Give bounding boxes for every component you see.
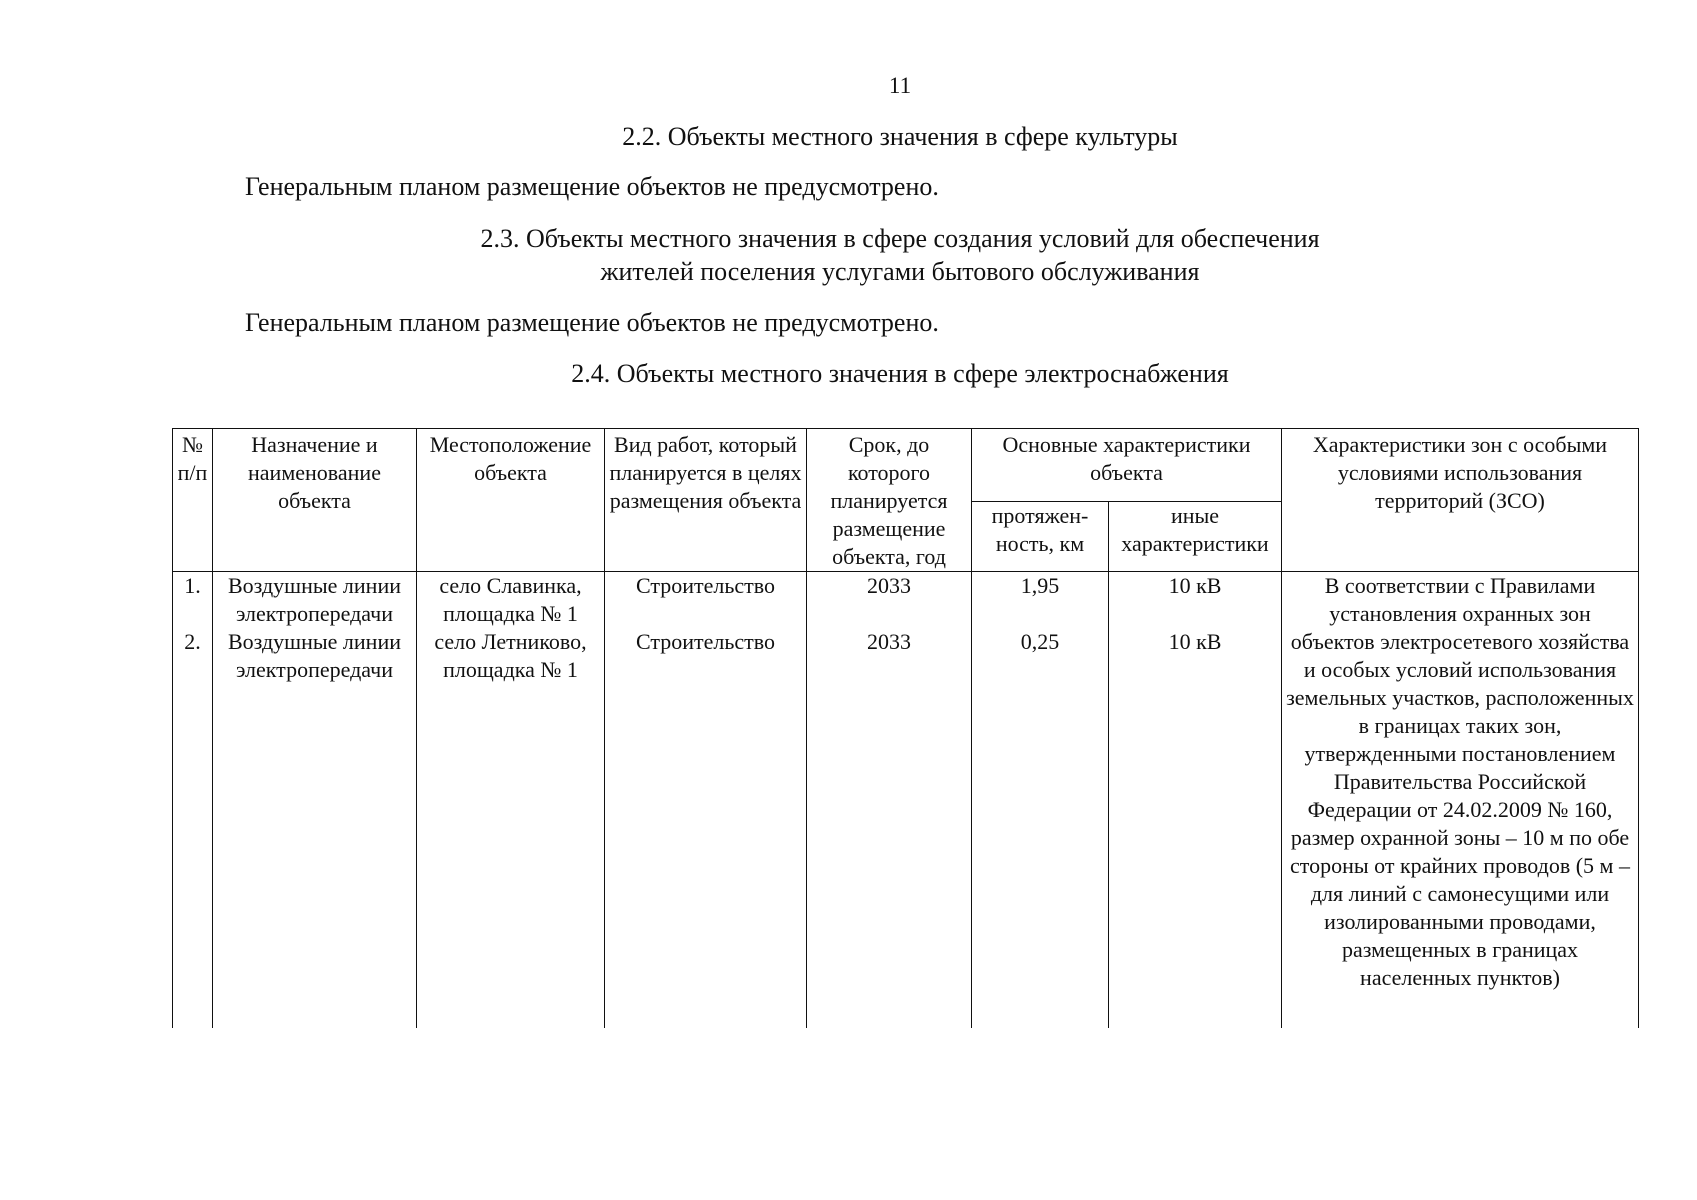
zso-description: В соответствии с Правилами установления охранных зон объектов электросетевого хозяйства и особых условий использования земельных участков, расположенных в границах таких зон, утвержденными постановлением Правительства Российской Федерации от 24.02.2009 № 160, размер охранной зоны – 10 м по обе стороны от крайних проводов (5 м – для линий с самонесущими или изолированными проводами, размещенных в границах населенных пунктов) — [1282, 572, 1639, 1029]
row-term: 2033 — [807, 628, 972, 1028]
header-zso: Характеристики зон с особыми условиями использования территорий (ЗСО) — [1282, 429, 1639, 572]
header-main-characteristics: Основные характеристики объекта — [972, 429, 1282, 502]
row-length: 0,25 — [972, 628, 1109, 1028]
header-other: иные характеристики — [1109, 501, 1282, 571]
section-text-2-3: Генеральным планом размещение объектов не предусмотрено. — [245, 308, 939, 337]
section-heading-2-4: 2.4. Объекты местного значения в сфере электроснабжения — [571, 359, 1229, 388]
row-location: село Летниково, площадка № 1 — [417, 628, 605, 1028]
power-objects-table — [172, 428, 1639, 1028]
row-length: 1,95 — [972, 572, 1109, 629]
section-heading-2-3-line2: жителей поселения услугами бытового обслуживания — [600, 257, 1200, 286]
section-heading-2-2: 2.2. Объекты местного значения в сфере культуры — [622, 122, 1178, 151]
section-heading-2-3 — [300, 222, 1500, 288]
row-work-type: Строительство — [605, 572, 807, 629]
header-term: Срок, до которого планируется размещение объекта, год — [807, 429, 972, 572]
header-work-type: Вид работ, который планируется в целях размещения объекта — [605, 429, 807, 572]
row-work-type: Строительство — [605, 628, 807, 1028]
header-name: Назначение и наименование объекта — [213, 429, 417, 572]
row-other: 10 кВ — [1109, 572, 1282, 629]
row-term: 2033 — [807, 572, 972, 629]
header-number: № п/п — [173, 429, 213, 572]
row-name: Воздушные линии электропередачи — [213, 572, 417, 629]
row-other: 10 кВ — [1109, 628, 1282, 1028]
row-number: 2. — [173, 628, 213, 1028]
section-heading-2-3-line1: 2.3. Объекты местного значения в сфере создания условий для обеспечения — [480, 224, 1320, 253]
header-location: Местоположение объекта — [417, 429, 605, 572]
section-text-2-2: Генеральным планом размещение объектов не предусмотрено. — [245, 172, 939, 201]
row-name: Воздушные линии электропередачи — [213, 628, 417, 1028]
header-length: протяжен-ность, км — [972, 501, 1109, 571]
row-location: село Славинка, площадка № 1 — [417, 572, 605, 629]
row-number: 1. — [173, 572, 213, 629]
page-number: 11 — [888, 73, 912, 98]
table-row — [173, 572, 1639, 629]
